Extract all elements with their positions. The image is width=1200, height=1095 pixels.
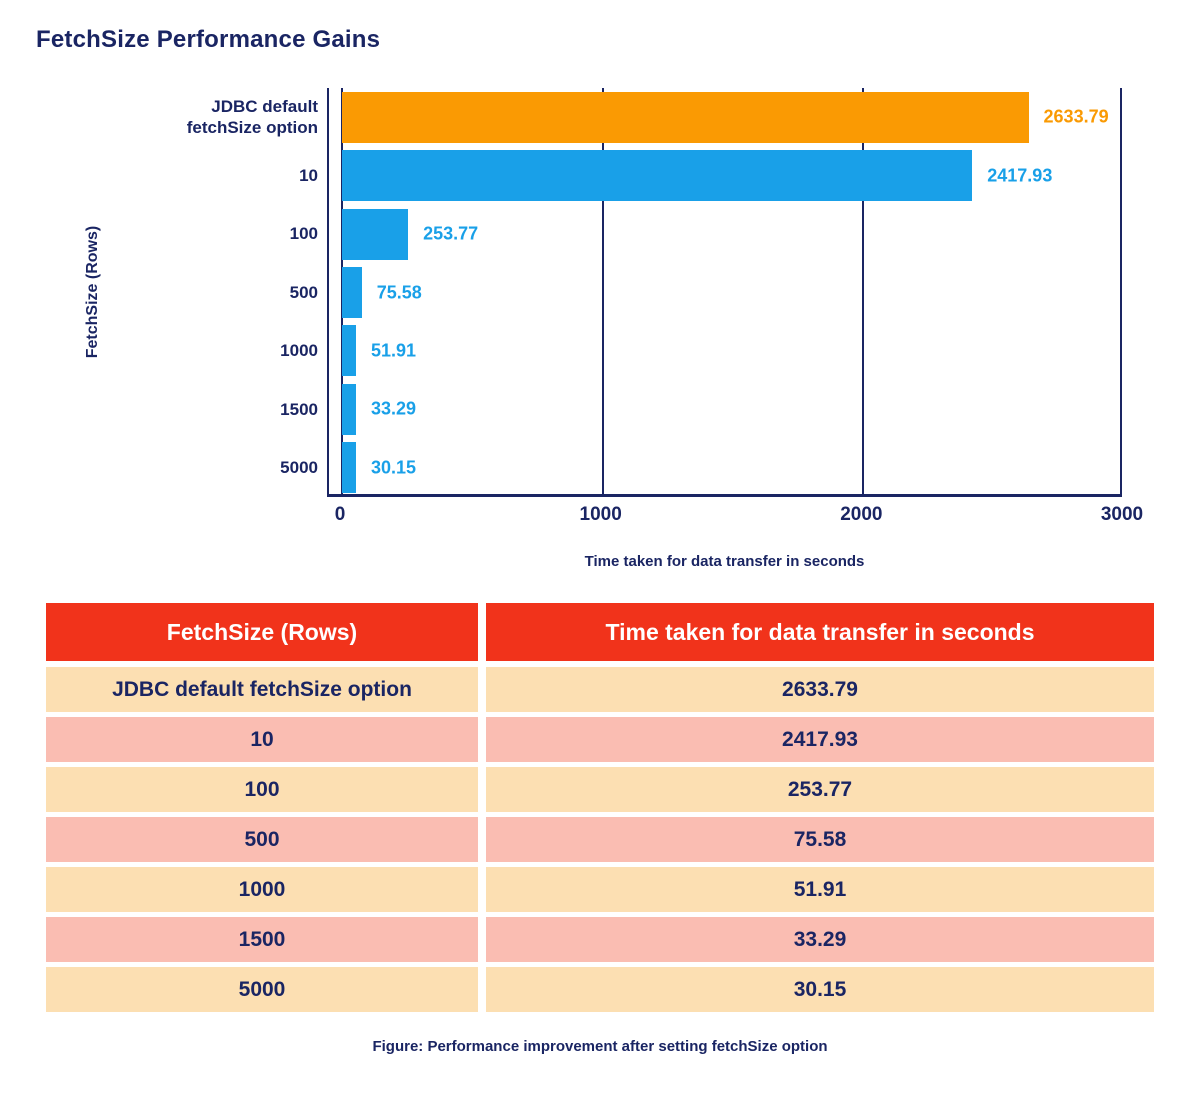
table-row: [46, 917, 1154, 962]
cell-time: 30.15: [486, 967, 1154, 1012]
category-axis: [40, 88, 318, 497]
category-label-text: JDBC default fetchSize option: [186, 96, 318, 138]
bar-jdbc-default-fetchsize-option: [342, 92, 1029, 143]
bar-value-label: 75.58: [376, 282, 422, 302]
bar-value-label: 2633.79: [1043, 106, 1109, 127]
cell-fetchsize: 1500: [46, 917, 478, 962]
bar-1500: [342, 384, 356, 435]
cell-fetchsize: 1000: [46, 867, 478, 912]
bar-10: [342, 150, 972, 201]
bar-value-label: 253.77: [423, 223, 479, 244]
cell-time: 2633.79: [486, 667, 1154, 712]
table-row: [46, 767, 1154, 812]
bar-1000: [342, 325, 356, 376]
bar-100: [342, 209, 408, 260]
x-tick-label: 0: [334, 504, 346, 525]
cell-time: 33.29: [486, 917, 1154, 962]
bar-value-label: 33.29: [371, 398, 417, 419]
category-label-text: 10: [299, 166, 318, 185]
cell-time: 253.77: [486, 767, 1154, 812]
bar-value-label: 2417.93: [987, 165, 1053, 186]
plot-area: [327, 88, 1122, 497]
bar-value-label: 30.15: [371, 457, 417, 478]
x-tick-label: 2000: [840, 504, 883, 525]
cell-time: 75.58: [486, 817, 1154, 862]
x-axis-label: Time taken for data transfer in seconds: [584, 553, 865, 570]
category-label-text: 1000: [280, 341, 318, 361]
cell-fetchsize: 10: [46, 717, 478, 762]
bar-500: [342, 267, 362, 318]
cell-fetchsize: 5000: [46, 967, 478, 1012]
cell-time: 2417.93: [486, 717, 1154, 762]
x-axis-ticks: [327, 504, 1144, 530]
gridline-x-2000: [862, 88, 864, 494]
cell-fetchsize: 100: [46, 767, 478, 812]
category-label: [40, 439, 318, 497]
bar-value-label: 51.91: [371, 340, 417, 361]
category-label: [40, 88, 318, 146]
table-row: [46, 717, 1154, 762]
category-label: [40, 205, 318, 263]
x-tick-label: 3000: [1100, 504, 1144, 525]
category-label-text: 1500: [280, 399, 318, 419]
table-header-time: Time taken for data transfer in seconds: [486, 603, 1154, 661]
bar-5000: [342, 442, 356, 493]
category-label-text: 100: [289, 224, 318, 244]
category-label: [40, 146, 318, 204]
table-body: [46, 667, 1154, 1012]
category-label: [40, 322, 318, 380]
table-header-fetchsize: FetchSize (Rows): [46, 603, 478, 661]
data-table: [46, 603, 1154, 1017]
table-row: [46, 867, 1154, 912]
table-row: [46, 967, 1154, 1012]
category-label-text: 500: [289, 282, 318, 302]
cell-time: 51.91: [486, 867, 1154, 912]
category-label-text: 5000: [280, 458, 318, 478]
gridline-x-1000: [602, 88, 604, 494]
table-row: [46, 667, 1154, 712]
x-tick-label: 1000: [579, 504, 622, 525]
cell-fetchsize: 500: [46, 817, 478, 862]
chart-title: FetchSize Performance Gains: [36, 26, 381, 53]
table-row: [46, 817, 1154, 862]
figure-caption: Figure: Performance improvement after setting fetchSize option: [372, 1038, 828, 1055]
category-label: [40, 380, 318, 438]
cell-fetchsize: JDBC default fetchSize option: [46, 667, 478, 712]
table-header-row: [46, 603, 1154, 661]
category-label: [40, 263, 318, 321]
y-axis-label: FetchSize (Rows): [84, 225, 101, 359]
